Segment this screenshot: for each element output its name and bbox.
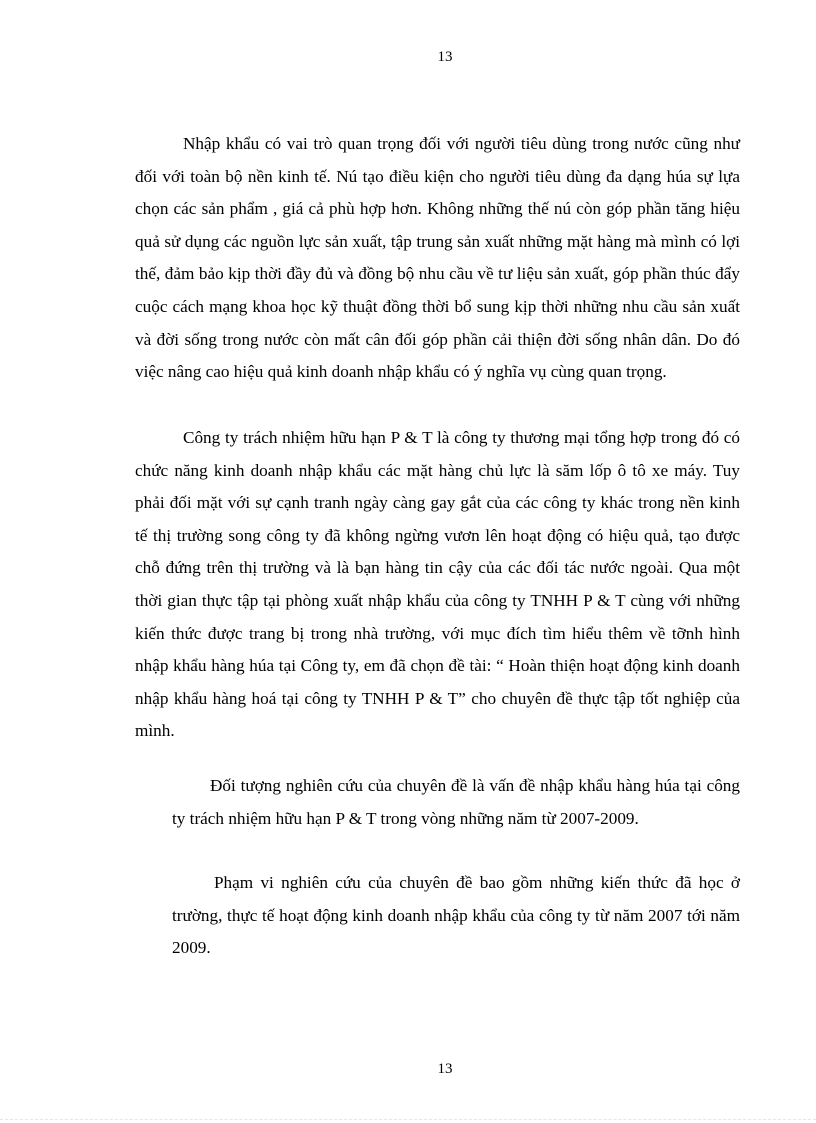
header-page-number: 13: [437, 49, 453, 65]
paragraph-research-scope: Phạm vi nghiên cứu của chuyên đề bao gồm những kiến thức đã học ở trường, thực tế hoạt động kinh doanh nhập khẩu của công ty từ năm 2007 tới năm 2009.: [172, 873, 740, 958]
page-bottom-divider: [0, 1119, 816, 1121]
paragraph-import-role: Nhập khẩu có vai trò quan trọng đối với người tiêu dùng trong nước cũng như đối với toàn bộ nền kinh tế. Nú tạo điều kiện cho người tiêu dùng đa dạng húa sự lựa chọn các sản phẩm , giá cả phù hợp hơn. Không những thế nú còn góp phần tăng hiệu quả sử dụng các nguồn lực sản xuất, tập trung sản xuất những mặt hàng mà mình có lợi thế, đảm bảo kịp thời đầy đủ và đồng bộ nhu cầu về tư liệu sản xuất, góp phần thúc đẩy cuộc cách mạng khoa học kỹ thuật đồng thời bổ sung kịp thời những nhu cầu sản xuất và đời sống trong nước còn mất cân đối góp phần cải thiện đời sống nhân dân. Do đó việc nâng cao hiệu quả kinh doanh nhập khẩu có ý nghĩa vụ cùng quan trọng.: [135, 134, 740, 382]
paragraph-company-intro: Công ty trách nhiệm hữu hạn P & T là công ty thương mại tổng hợp trong đó có chức năng kinh doanh nhập khẩu các mặt hàng chủ lực là săm lốp ô tô xe máy. Tuy phải đối mặt với sự cạnh tranh ngày càng gay gắt của các công ty khác trong nền kinh tế thị trường song công ty đã không ngừng vươn lên hoạt động có hiệu quả, tạo được chỗ đứng trên thị trường và là bạn hàng tin cậy của các đối tác nước ngoài. Qua một thời gian thực tập tại phòng xuất nhập khẩu của công ty TNHH P & T cùng với những kiến thức được trang bị trong nhà trường, với mục đích tìm hiểu thêm về tỡnh hình nhập khẩu hàng húa tại Công ty, em đã chọn đề tài: “ Hoàn thiện hoạt động kinh doanh nhập khẩu hàng hoá tại công ty TNHH P & T” cho chuyên đề thực tập tốt nghiệp của mình.: [135, 428, 740, 741]
footer-page-number: 13: [437, 1061, 453, 1077]
paragraph-research-subject: Đối tượng nghiên cứu của chuyên đề là vấn đề nhập khẩu hàng húa tại công ty trách nhiệm hữu hạn P & T trong vòng những năm từ 2007-2009.: [172, 776, 740, 828]
